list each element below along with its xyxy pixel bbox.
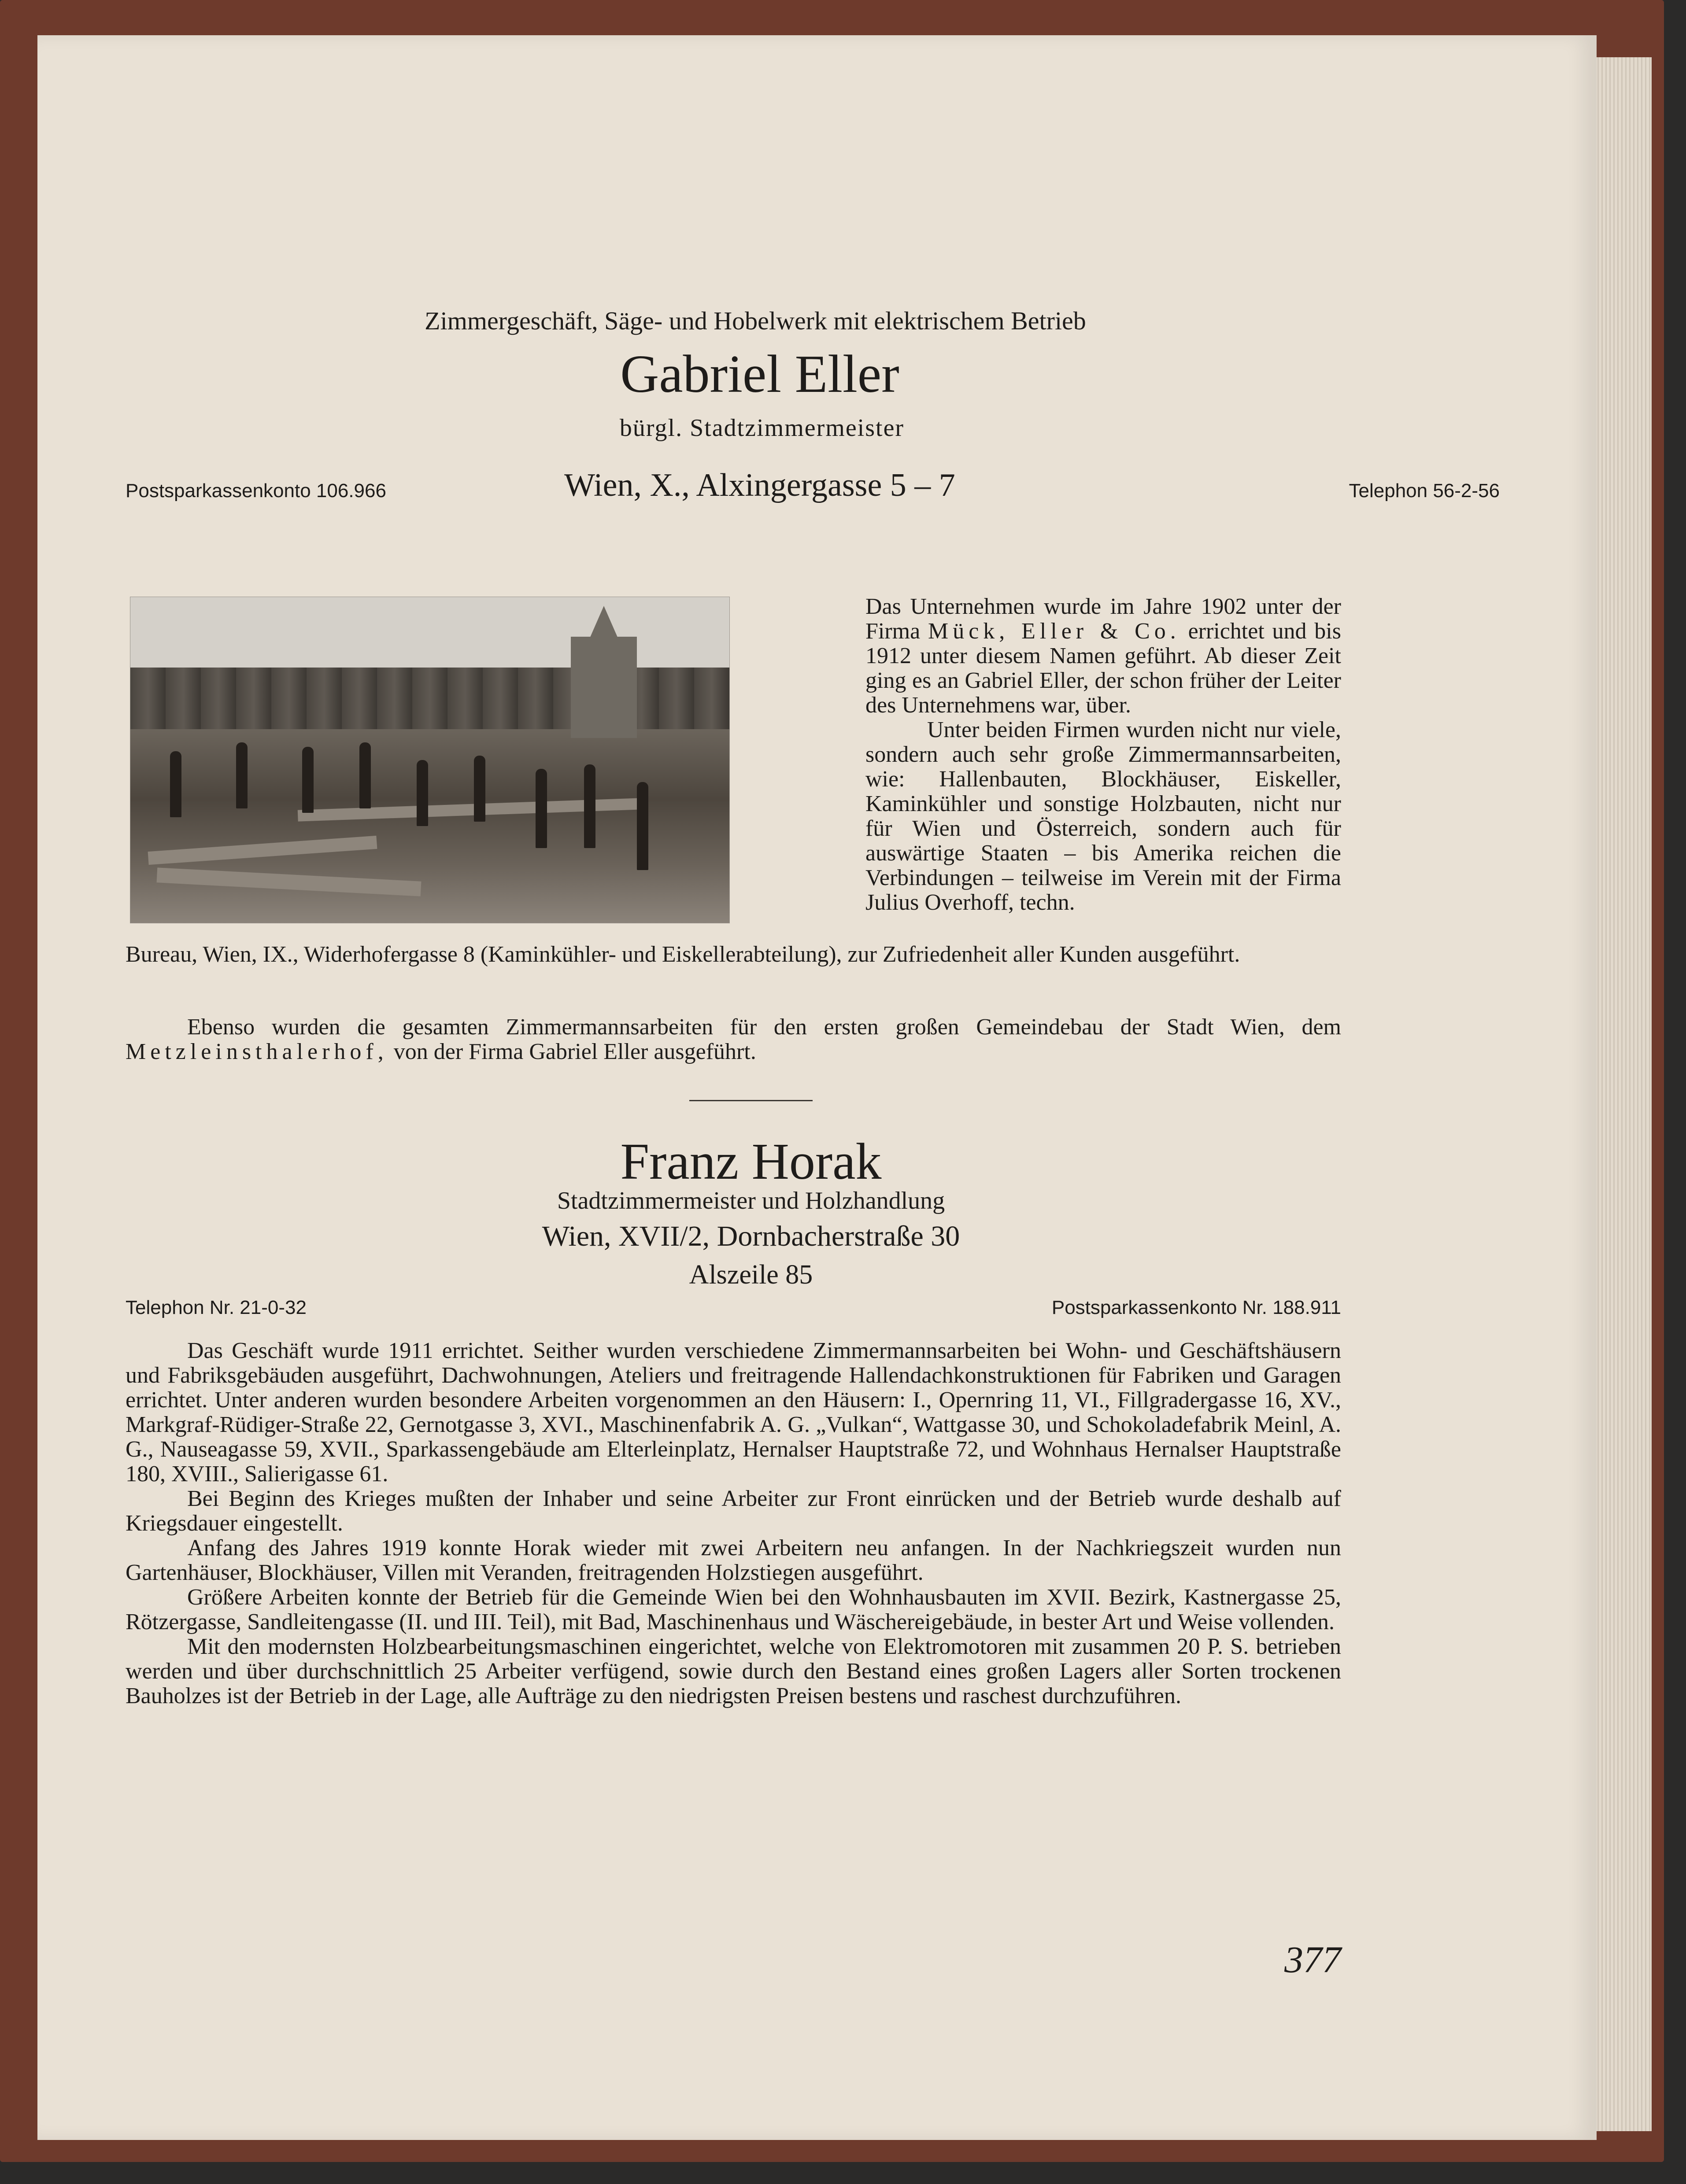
- ad2-company-name: Franz Horak: [620, 1133, 882, 1190]
- ad1-gemeindebau-text-cont: von der Firma Gabriel Eller ausgeführt.: [393, 1039, 756, 1064]
- photo-worker: [302, 747, 314, 813]
- photo-timber: [148, 836, 377, 865]
- ad1-gemeindebau-paragraph: [126, 1015, 1341, 1064]
- ad1-telephone: Telephon 56-2-56: [1349, 480, 1500, 502]
- ad1-tagline: Zimmergeschäft, Säge- und Hobelwerk mit elektrischem Betrieb: [425, 306, 1086, 335]
- photo-worker: [170, 751, 181, 817]
- photo-trees: [130, 668, 729, 729]
- photo-worker: [417, 760, 428, 826]
- ad1-title: bürgl. Stadtzimmermeister: [619, 414, 905, 442]
- ad1-works-paragraph-cont: Bureau, Wien, IX., Widerhofergasse 8 (Kaminkühler- und Eiskellerabteilung), zur Zufriedenheit aller Kunden ausgeführt.: [126, 942, 1240, 967]
- ad1-history-text-cont: errichtet und bis 1912 unter diesem Namen geführt. Ab dieser Zeit ging es an Gabriel Eller, der schon früher der Leiter des Unternehmens war, über.: [865, 619, 1341, 718]
- ad2-title: Stadtzimmermeister und Holzhandlung: [557, 1187, 945, 1214]
- ad2-telephone: Telephon Nr. 21-0-32: [126, 1297, 307, 1318]
- ad1-gemeindebau-text: Ebenso wurden die gesamten Zimmermannsarbeiten für den ersten großen Gemeindebau der Stadt Wien, dem: [187, 1015, 1341, 1040]
- photo-church-spire: [588, 606, 619, 641]
- ad2-address-secondary: Alszeile 85: [689, 1260, 813, 1290]
- photo-worker: [536, 769, 547, 848]
- ad1-building-name: Metzleinsthalerhof,: [126, 1039, 388, 1064]
- photo-church: [571, 637, 637, 738]
- ad1-firm-name: Mück, Eller & Co.: [928, 619, 1180, 644]
- ad2-paragraph: Das Geschäft wurde 1911 errichtet. Seither wurden verschiedene Zimmermannsarbeiten bei Wohn- und Geschäftshäusern und Fabriksgebäuden ausgeführt, Dachwohnungen, Ateliers und freitragende Hallendachkonstruktionen für Fabriken und Garagen errichtet. Unter anderen wurden besondere Arbeiten vorgenommen an den Häusern: I., Opernring 11, VI., Fillgradergasse 16, XV., Markgraf-Rüdiger-Straße 22, Gernotgasse 3, XVI., Maschinenfabrik A. G. „Vulkan“, Wattgasse 30, und Schokoladefabrik Meinl, A. G., Nauseagasse 59, XVII., Sparkassengebäude am Elterleinplatz, Hernalser Hauptstraße 72, und Wohnhaus Hernalser Hauptstraße 180, XVIII., Salierigasse 61.: [126, 1338, 1341, 1487]
- photo-worker: [637, 782, 648, 870]
- photo-worker: [359, 742, 371, 808]
- page: [37, 35, 1597, 2140]
- ad1-address: Wien, X., Alxingergasse 5 – 7: [564, 467, 955, 503]
- ad2-address: Wien, XVII/2, Dornbacherstraße 30: [542, 1220, 960, 1252]
- lumberyard-photo: [130, 597, 730, 923]
- ad2-bank-account: Postsparkassenkonto Nr. 188.911: [1051, 1297, 1341, 1318]
- ad1-history-paragraph: [865, 594, 1341, 915]
- ad2-paragraph: Mit den modernsten Holzbearbeitungsmaschinen eingerichtet, welche von Elektromotoren mit zusammen 20 P. S. betrieben werden und über durchschnittlich 25 Arbeiter verfügend, sowie durch den Bestand eines großen Lagers aller Sorten trockenen Bauholzes ist der Betrieb in der Lage, alle Aufträge zu den niedrigsten Preisen bestens und raschest durchzuführen.: [126, 1634, 1341, 1708]
- photo-worker: [236, 742, 248, 808]
- ad1-bank-account: Postsparkassenkonto 106.966: [126, 480, 386, 502]
- ad1-history-text: Das Unternehmen wurde im Jahre 1902 unter der Firma: [865, 594, 1341, 644]
- photo-worker: [584, 764, 595, 848]
- ad1-works-text: Unter beiden Firmen wurden nicht nur viele, sondern auch sehr große Zimmermannsarbeiten, wie: Hallenbauten, Blockhäuser, Eiskeller, Kaminkühler und sonstige Holzbauten, nicht nur für Wien und Österreich, sondern auch für auswärtige Staaten – bis Amerika reichen die Verbindungen – teilweise im Verein mit der Firma Julius Overhoff, techn.: [865, 717, 1341, 915]
- photo-timber: [157, 867, 422, 896]
- ad2-paragraph: Anfang des Jahres 1919 konnte Horak wieder mit zwei Arbeitern neu anfangen. In der Nachkriegszeit wurden nun Gartenhäuser, Blockhäuser, Villen mit Veranden, freitragenden Holzstiegen ausgeführt.: [126, 1535, 1341, 1585]
- page-number: 377: [1284, 1938, 1341, 1981]
- ad2-paragraph: Bei Beginn des Krieges mußten der Inhaber und seine Arbeiter zur Front einrücken und der Betrieb wurde deshalb auf Kriegsdauer eingestellt.: [126, 1486, 1341, 1536]
- ad2-body: [126, 1339, 1341, 1708]
- ad2-paragraph: Größere Arbeiten konnte der Betrieb für die Gemeinde Wien bei den Wohnhausbauten im XVII. Bezirk, Kastnergasse 25, Rötzergasse, Sandleitengasse (II. und III. Teil), mit Bad, Maschinenhaus und Wäschereigebäude, in bester Art und Weise vollenden.: [126, 1585, 1341, 1634]
- section-divider: [689, 1100, 813, 1101]
- ad1-company-name: Gabriel Eller: [620, 344, 899, 404]
- photo-worker: [474, 756, 485, 822]
